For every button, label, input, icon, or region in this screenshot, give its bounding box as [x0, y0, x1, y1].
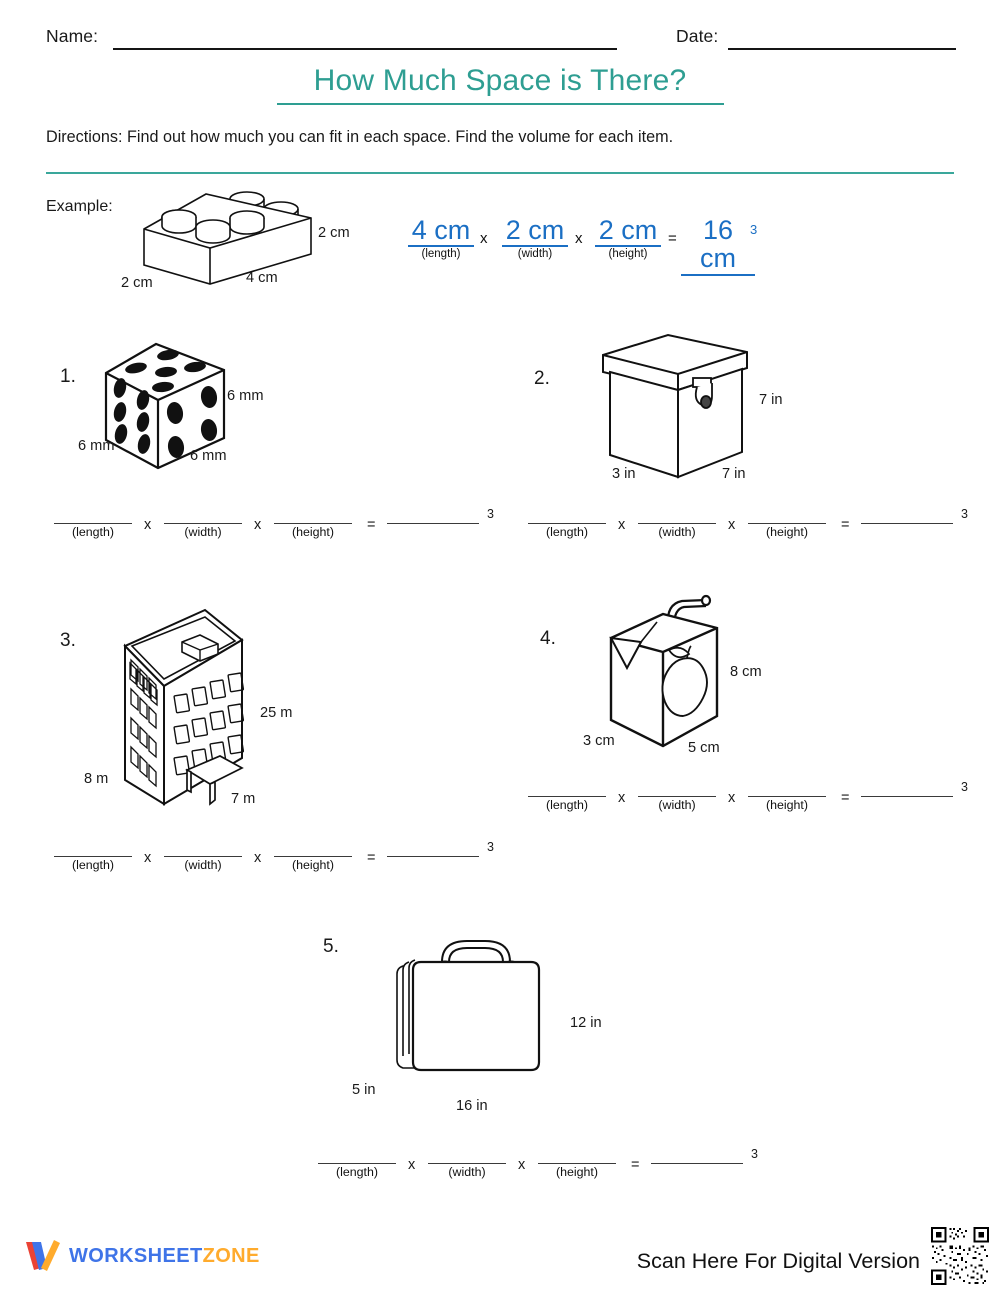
logo-mark-icon: [22, 1238, 62, 1274]
problem-1-exponent: 3: [487, 507, 494, 521]
equation-height-value: 2 cm: [595, 216, 662, 247]
problem-5-dim-width: 16 in: [456, 1098, 488, 1114]
equation-operator-2: x: [575, 230, 583, 247]
equation-length-caption: (length): [421, 248, 461, 261]
problem-5-exponent: 3: [751, 1147, 758, 1161]
problem-4-answer-row: [528, 778, 968, 818]
operator-2: x: [728, 790, 736, 806]
problem-3-dim-width: 7 m: [231, 791, 256, 807]
operator-1: x: [144, 850, 152, 866]
problem-3-dim-depth: 8 m: [84, 771, 109, 787]
equals-sign: =: [367, 850, 376, 866]
problem-2-answer-row: [528, 505, 968, 545]
problem-2-result-blank[interactable]: [861, 505, 953, 524]
date-label: Date:: [676, 26, 719, 46]
problem-2-dim-depth: 3 in: [612, 466, 636, 482]
length-caption: (length): [335, 1165, 378, 1179]
equation-width-value: 2 cm: [502, 216, 569, 247]
directions-text: Directions: Find out how much you can fit in each space. Find the volume for each item.: [46, 128, 674, 146]
problem-2-length-blank[interactable]: [528, 505, 606, 539]
equation-exponent: 3: [750, 222, 758, 237]
problem-1-dim-depth: 6 mm: [78, 438, 115, 454]
problem-5-answer-row: [318, 1145, 758, 1185]
operator-2: x: [254, 850, 262, 866]
width-caption: (width): [448, 1165, 486, 1179]
width-caption: (width): [658, 798, 696, 812]
operator-2: x: [254, 517, 262, 533]
logo-text-zone: ZONE: [202, 1244, 260, 1267]
height-caption: (height): [555, 1165, 598, 1179]
operator-2: x: [728, 517, 736, 533]
equals-sign: =: [631, 1157, 640, 1173]
problem-1-dim-height: 6 mm: [227, 388, 264, 404]
operator-1: x: [144, 517, 152, 533]
problem-3-width-blank[interactable]: [164, 838, 242, 872]
problem-2-dim-height: 7 in: [759, 392, 783, 408]
qr-code[interactable]: [928, 1224, 992, 1288]
height-caption: (height): [765, 798, 808, 812]
problem-5-width-blank[interactable]: [428, 1145, 506, 1179]
problem-2-height-blank[interactable]: [748, 505, 826, 539]
operator-1: x: [408, 1157, 416, 1173]
problem-1-width-blank[interactable]: [164, 505, 242, 539]
problem-4-dim-width: 5 cm: [688, 740, 720, 756]
equation-length-value: 4 cm: [408, 216, 475, 247]
problem-3-answer-row: [54, 838, 494, 878]
page-title: How Much Space is There?: [313, 64, 687, 97]
title-underline: [277, 103, 724, 105]
problem-2-width-blank[interactable]: [638, 505, 716, 539]
equation-operator-1: x: [480, 230, 488, 247]
problem-3-dim-height: 25 m: [260, 705, 293, 721]
problem-4-number: 4.: [540, 628, 556, 649]
storage-box-with-latch-icon: [600, 332, 760, 482]
height-caption: (height): [765, 525, 808, 539]
juice-box-icon: [605, 598, 735, 758]
problem-1-height-blank[interactable]: [274, 505, 352, 539]
problem-2-number: 2.: [534, 368, 550, 389]
briefcase-icon: [375, 928, 575, 1088]
equals-sign: =: [367, 517, 376, 533]
height-caption: (height): [291, 858, 334, 872]
equation-equals: =: [668, 230, 677, 247]
problem-1-result-blank[interactable]: [387, 505, 479, 524]
office-building-icon: [92, 600, 272, 815]
width-caption: (width): [658, 525, 696, 539]
problem-5-number: 5.: [323, 936, 339, 957]
width-caption: (width): [184, 858, 222, 872]
example-dim-width: 4 cm: [246, 270, 278, 286]
problem-3-height-blank[interactable]: [274, 838, 352, 872]
equation-width: [493, 216, 577, 260]
length-caption: (length): [71, 525, 114, 539]
page-footer: [0, 1218, 1000, 1294]
example-dim-depth: 2 cm: [121, 275, 153, 291]
problem-5-length-blank[interactable]: [318, 1145, 396, 1179]
problem-4-width-blank[interactable]: [638, 778, 716, 812]
operator-1: x: [618, 517, 626, 533]
section-divider: [46, 172, 954, 174]
problem-5-height-blank[interactable]: [538, 1145, 616, 1179]
problem-4-dim-height: 8 cm: [730, 664, 762, 680]
height-caption: (height): [291, 525, 334, 539]
problem-2-dim-width: 7 in: [722, 466, 746, 482]
problem-2-exponent: 3: [961, 507, 968, 521]
problem-4-exponent: 3: [961, 780, 968, 794]
equation-length: [398, 216, 484, 260]
length-caption: (length): [545, 525, 588, 539]
date-input-line[interactable]: [728, 48, 956, 50]
problem-1-answer-row: [54, 505, 494, 545]
equation-width-caption: (width): [517, 248, 553, 261]
problem-1-number: 1.: [60, 366, 76, 387]
logo-text-worksheet: WORKSHEET: [69, 1244, 203, 1267]
problem-1-dim-width: 6 mm: [190, 448, 227, 464]
problem-3-exponent: 3: [487, 840, 494, 854]
problem-4-result-blank[interactable]: [861, 778, 953, 797]
problem-5-dim-depth: 5 in: [352, 1082, 376, 1098]
problem-5-dim-height: 12 in: [570, 1015, 602, 1031]
example-label: Example:: [46, 198, 113, 215]
problem-3-length-blank[interactable]: [54, 838, 132, 872]
operator-2: x: [518, 1157, 526, 1173]
problem-4-height-blank[interactable]: [748, 778, 826, 812]
operator-1: x: [618, 790, 626, 806]
problem-3-result-blank[interactable]: [387, 838, 479, 857]
example-dim-height: 2 cm: [318, 225, 350, 241]
worksheet-zone-logo[interactable]: [22, 1238, 260, 1274]
length-caption: (length): [71, 858, 114, 872]
name-label: Name:: [46, 26, 99, 46]
length-caption: (length): [545, 798, 588, 812]
scan-instruction-text: Scan Here For Digital Version: [636, 1249, 920, 1273]
equation-height: [586, 216, 670, 260]
name-input-line[interactable]: [113, 48, 617, 50]
equals-sign: =: [841, 790, 850, 806]
equation-height-caption: (height): [608, 248, 648, 261]
problem-5-result-blank[interactable]: [651, 1145, 743, 1164]
lego-brick-icon: [140, 188, 315, 288]
student-info-row: [0, 22, 1000, 52]
problem-1-length-blank[interactable]: [54, 505, 132, 539]
equation-answer-value: 16 cm: [681, 216, 755, 276]
problem-3-number: 3.: [60, 630, 76, 651]
width-caption: (width): [184, 525, 222, 539]
problem-4-dim-depth: 3 cm: [583, 733, 615, 749]
problem-4-length-blank[interactable]: [528, 778, 606, 812]
equation-answer: [681, 215, 758, 276]
equals-sign: =: [841, 517, 850, 533]
